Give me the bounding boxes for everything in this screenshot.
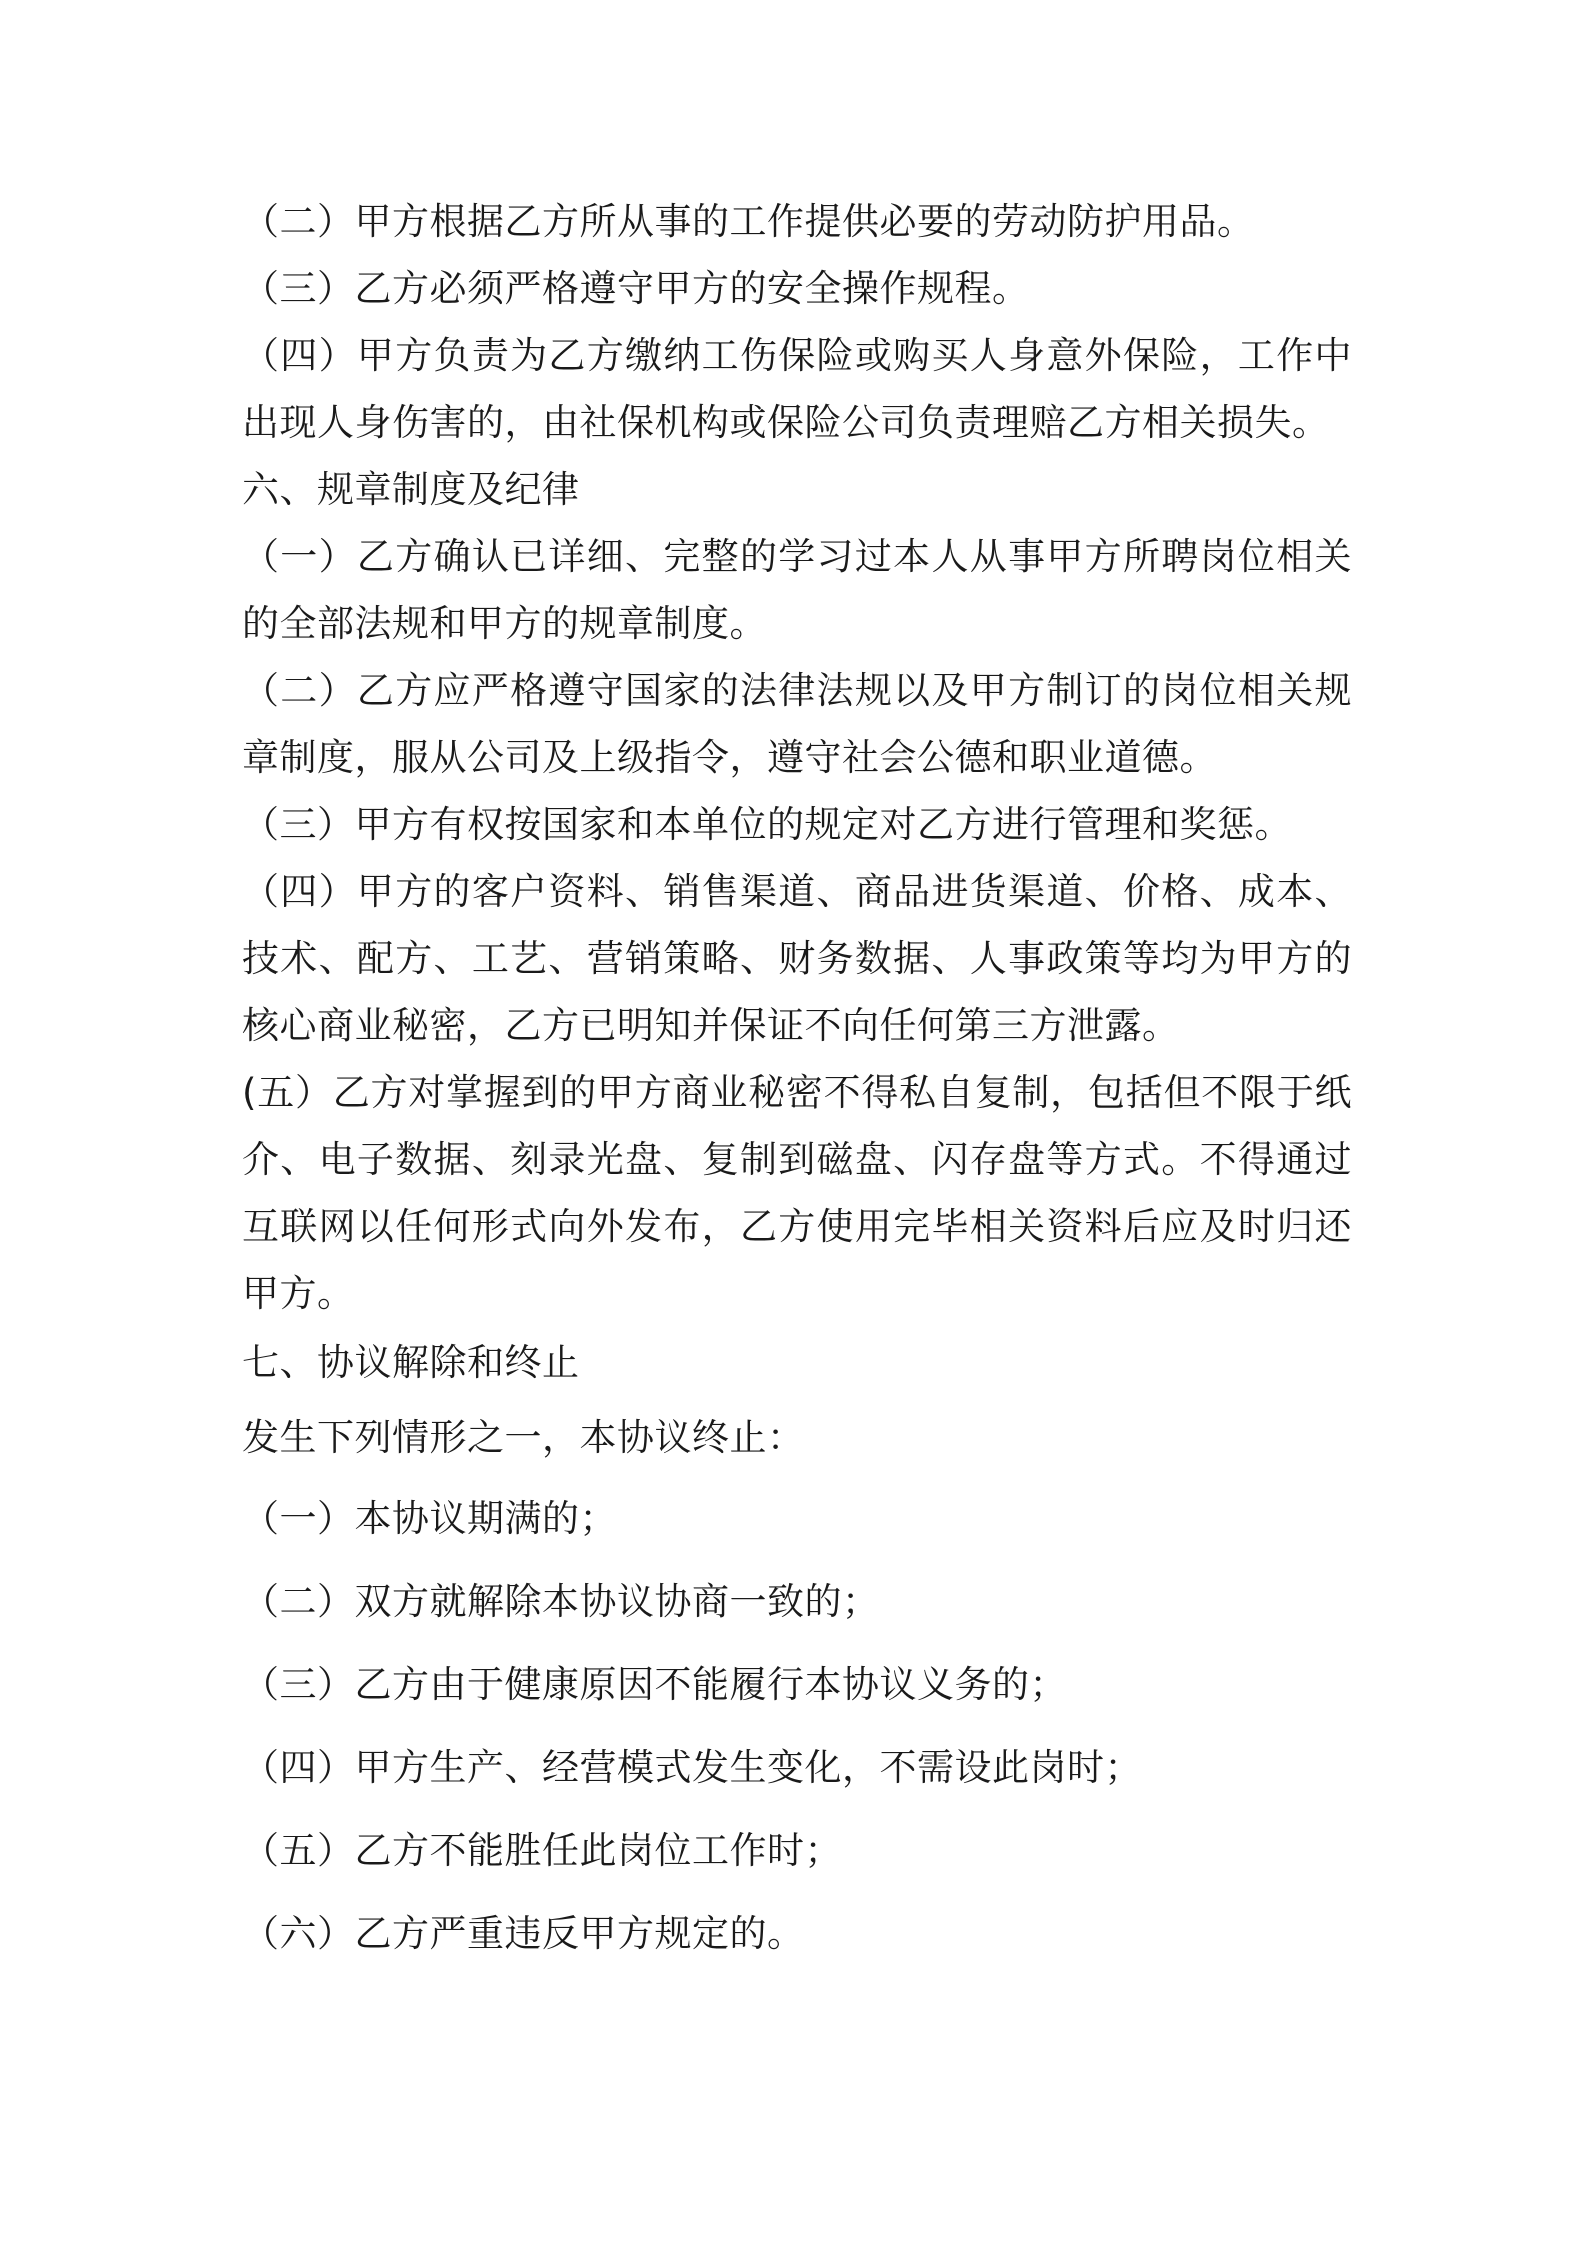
termination-list <box>242 1485 1352 1967</box>
section-six-item-2: （二）乙方应严格遵守国家的法律法规以及甲方制订的岗位相关规章制度，服从公司及上级指令，遵守社会公德和职业道德。 <box>242 669 1352 779</box>
paragraph-safety-2: （二）甲方根据乙方所从事的工作提供必要的劳动防护用品。 <box>242 200 1255 243</box>
termination-item-2: （二）双方就解除本协议协商一致的； <box>242 1580 880 1623</box>
paragraph-safety-4: （四）甲方负责为乙方缴纳工伤保险或购买人身意外保险，工作中出现人身伤害的，由社保机构或保险公司负责理赔乙方相关损失。 <box>242 334 1352 444</box>
section-six-item-1: （一）乙方确认已详细、完整的学习过本人从事甲方所聘岗位相关的全部法规和甲方的规章制度。 <box>242 535 1352 645</box>
termination-item-5: （五）乙方不能胜任此岗位工作时； <box>242 1829 842 1872</box>
section-six-item-4: （四）甲方的客户资料、销售渠道、商品进货渠道、价格、成本、技术、配方、工艺、营销策略、财务数据、人事政策等均为甲方的核心商业秘密，乙方已明知并保证不向任何第三方泄露。 <box>242 870 1352 1047</box>
termination-item-3: （三）乙方由于健康原因不能履行本协议义务的； <box>242 1663 1067 1706</box>
section-six-item-5: (五）乙方对掌握到的甲方商业秘密不得私自复制，包括但不限于纸介、电子数据、刻录光盘、复制到磁盘、闪存盘等方式。不得通过互联网以任何形式向外发布，乙方使用完毕相关资料后应及时归还甲方。 <box>242 1071 1352 1315</box>
section-six-heading: 六、规章制度及纪律 <box>242 468 580 511</box>
section-seven-heading: 七、协议解除和终止 <box>242 1341 580 1384</box>
section-six-item-3: （三）甲方有权按国家和本单位的规定对乙方进行管理和奖惩。 <box>242 803 1292 846</box>
section-seven-intro: 发生下列情形之一，本协议终止： <box>242 1416 805 1459</box>
termination-item-4: （四）甲方生产、经营模式发生变化，不需设此岗时； <box>242 1746 1142 1789</box>
document-body <box>242 188 1352 1983</box>
termination-item-1: （一）本协议期满的； <box>242 1497 617 1540</box>
paragraph-safety-3: （三）乙方必须严格遵守甲方的安全操作规程。 <box>242 267 1030 310</box>
termination-item-6: （六）乙方严重违反甲方规定的。 <box>242 1912 805 1955</box>
